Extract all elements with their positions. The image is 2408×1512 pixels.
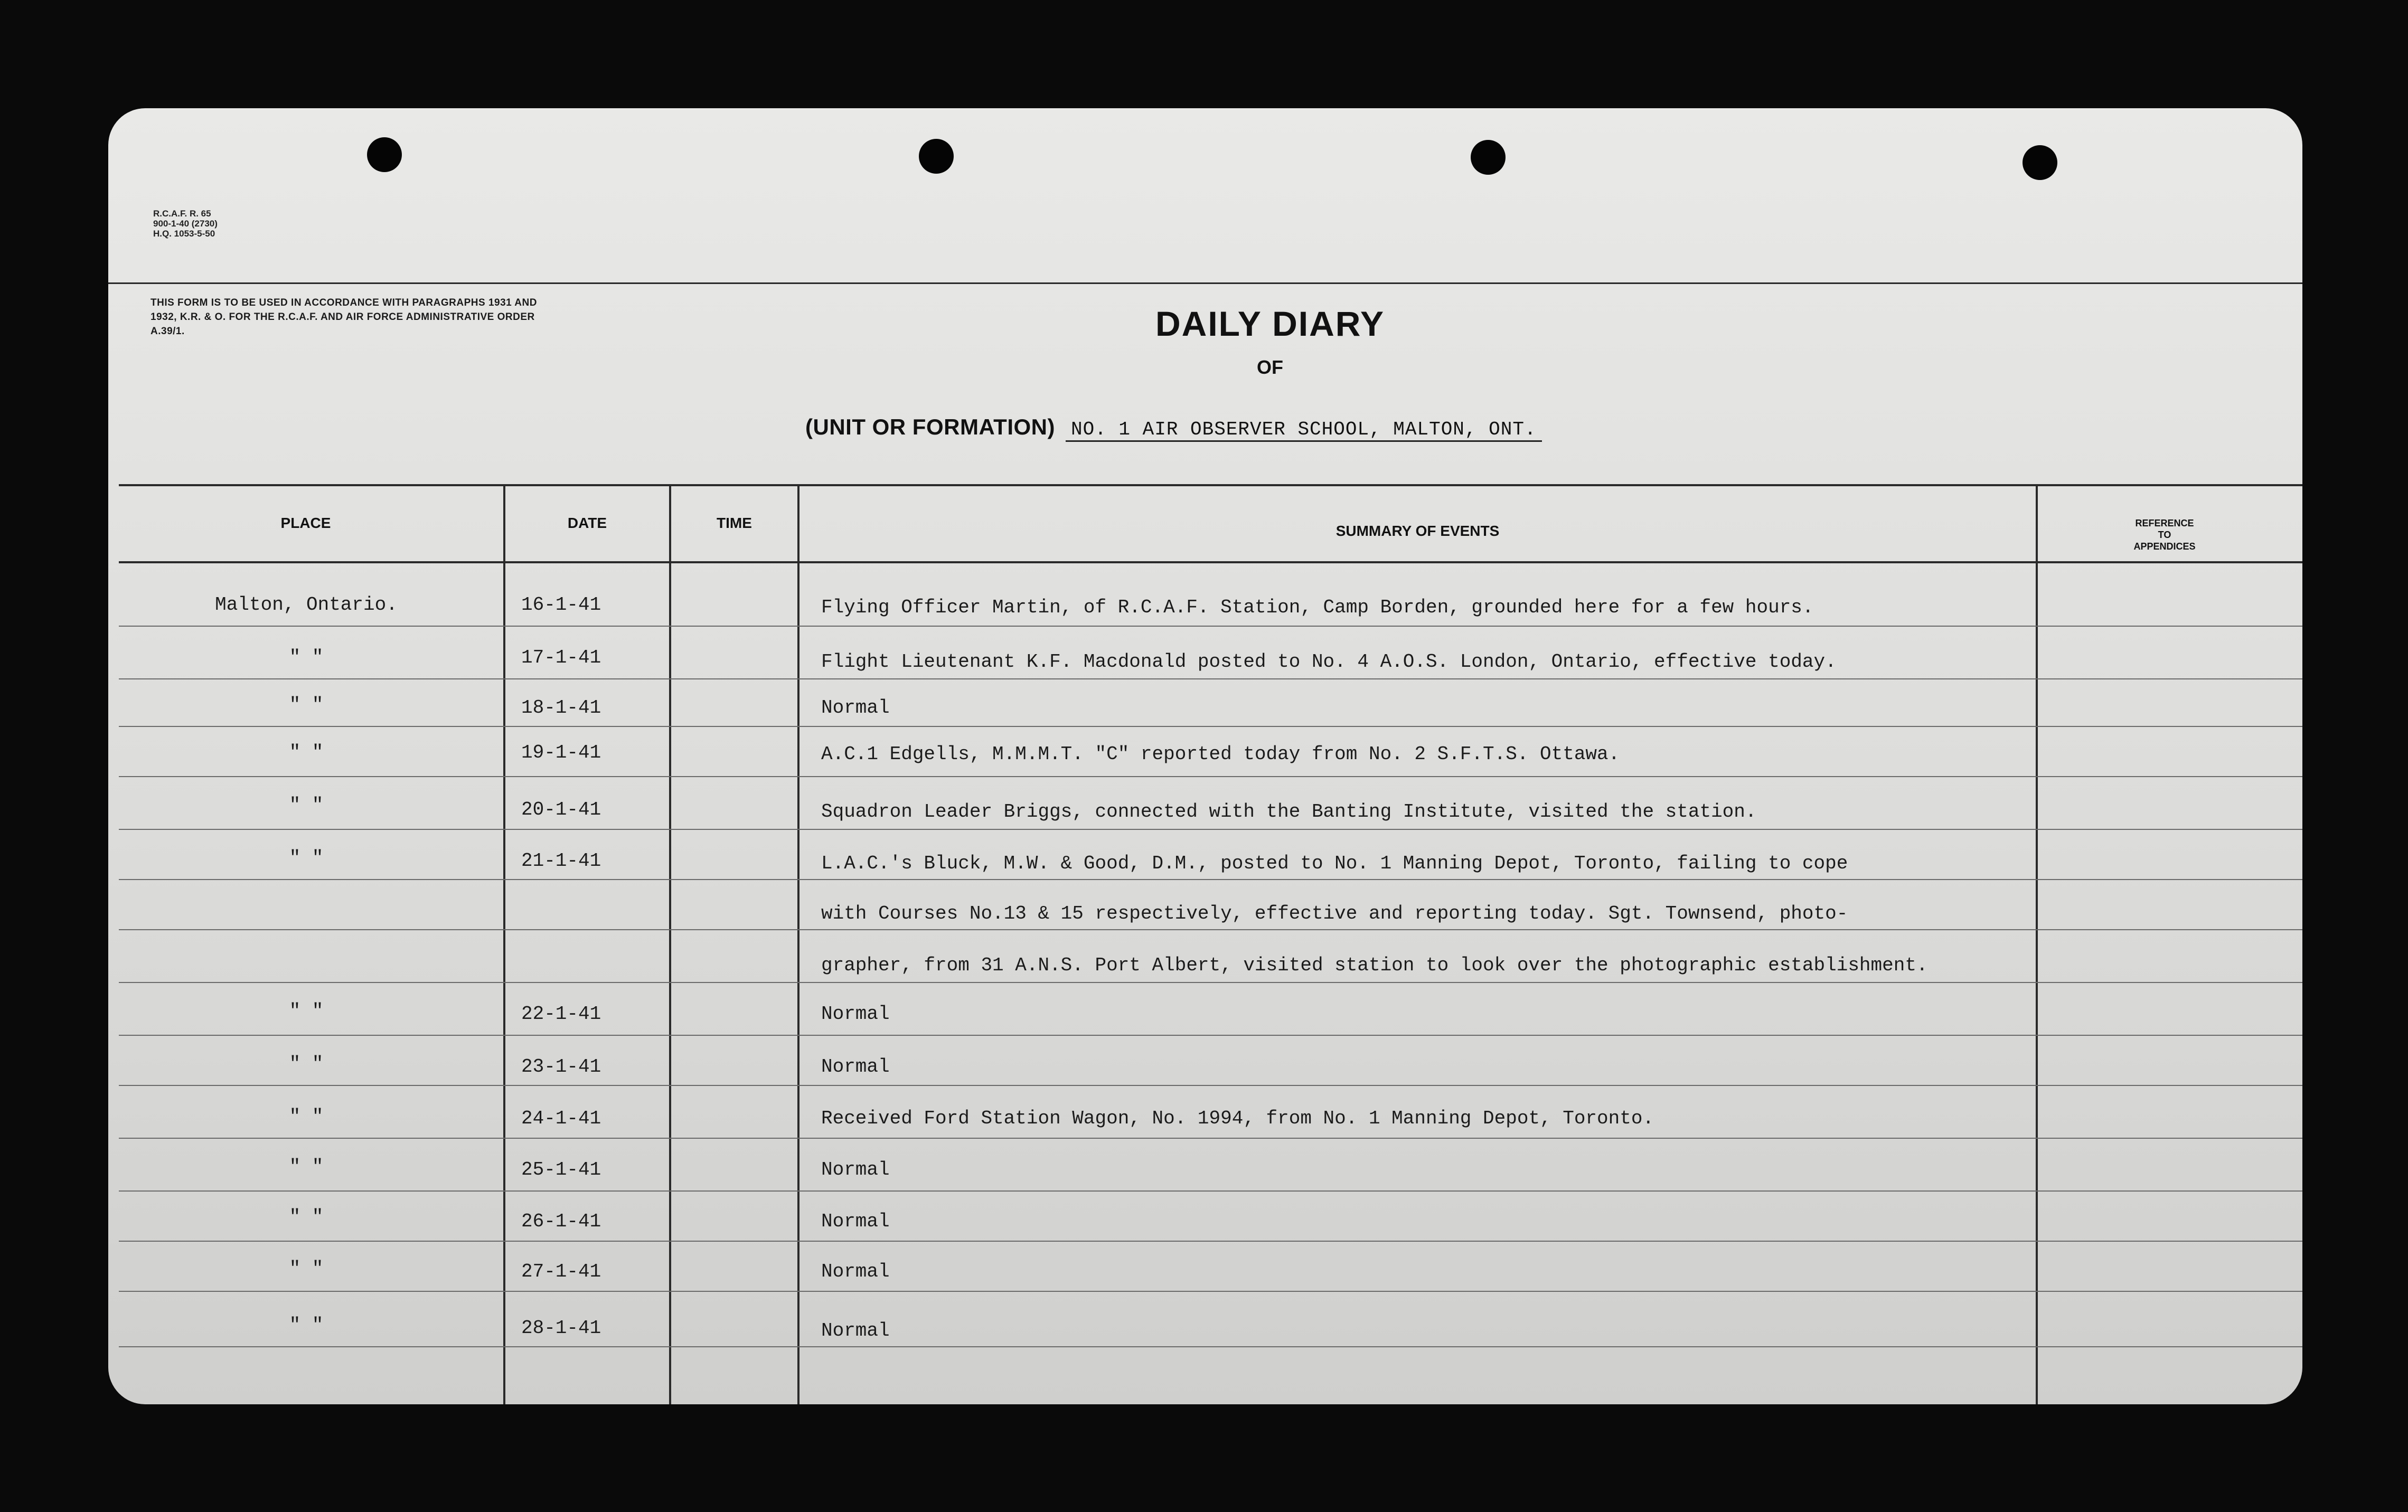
entry-date: 22-1-41 (521, 1003, 601, 1025)
column-header-place: PLACE (280, 515, 331, 531)
diary-card (108, 108, 2302, 1404)
column-divider (797, 484, 799, 1404)
entry-date: 24-1-41 (521, 1108, 601, 1129)
entry-summary: Normal (821, 1320, 890, 1341)
unit-line (805, 414, 1542, 440)
entry-date: 18-1-41 (521, 697, 601, 719)
unit-label: (UNIT OR FORMATION) (805, 414, 1055, 439)
row-rule (119, 678, 2302, 679)
row-rule (119, 879, 2302, 880)
row-rule (119, 726, 2302, 727)
column-header-reference: REFERENCE TO APPENDICES (2133, 518, 2196, 552)
row-rule (119, 1241, 2302, 1242)
entry-summary: Flight Lieutenant K.F. Macdonald posted to No. 4 A.O.S. London, Ontario, effective today. (821, 651, 1837, 673)
entry-date: 23-1-41 (521, 1056, 601, 1078)
entry-date: 16-1-41 (521, 594, 601, 616)
punch-hole (919, 139, 954, 174)
entry-place: Malton, Ontario. (215, 594, 398, 616)
row-rule (119, 1346, 2302, 1347)
entry-place: " " (289, 1106, 324, 1128)
entry-summary: Normal (821, 1003, 890, 1025)
punch-hole (2023, 145, 2057, 180)
entry-place: " " (289, 1258, 324, 1280)
form-instructions: THIS FORM IS TO BE USED IN ACCORDANCE WITH PARAGRAPHS 1931 AND 1932, K.R. & O. FOR THE R.C.A.F. AND AIR FORCE ADMINISTRATIVE ORDER A.39/1. (150, 297, 537, 337)
entry-place: " " (289, 1000, 324, 1022)
entry-place: " " (289, 1315, 324, 1336)
column-divider (669, 484, 671, 1404)
entry-date: 20-1-41 (521, 799, 601, 820)
row-rule (119, 1291, 2302, 1292)
punch-hole (1471, 140, 1506, 175)
column-header-date: DATE (567, 515, 607, 531)
entry-date: 27-1-41 (521, 1261, 601, 1282)
entry-date: 25-1-41 (521, 1159, 601, 1180)
entry-place: " " (289, 1053, 324, 1075)
entry-summary: Received Ford Station Wagon, No. 1994, from No. 1 Manning Depot, Toronto. (821, 1108, 1654, 1129)
row-rule (119, 1035, 2302, 1036)
entry-summary: Normal (821, 1261, 890, 1282)
form-code-line: R.C.A.F. R. 65 (153, 209, 211, 219)
row-rule (119, 776, 2302, 777)
row-rule (119, 626, 2302, 627)
entry-summary: Squadron Leader Briggs, connected with the Banting Institute, visited the station. (821, 801, 1757, 823)
entry-place: " " (289, 647, 324, 668)
unit-value: NO. 1 AIR OBSERVER SCHOOL, MALTON, ONT. (1066, 419, 1542, 442)
header-bottom-border (119, 561, 2302, 563)
entry-summary: Normal (821, 697, 890, 719)
entry-summary: grapher, from 31 A.N.S. Port Albert, visited station to look over the photographic establishment. (821, 955, 1928, 976)
row-rule (119, 1085, 2302, 1086)
column-header-summary: SUMMARY OF EVENTS (1335, 523, 1500, 539)
row-rule (119, 829, 2302, 830)
row-rule (119, 1190, 2302, 1192)
entry-date: 17-1-41 (521, 647, 601, 668)
entry-place: " " (289, 795, 324, 816)
entry-date: 28-1-41 (521, 1317, 601, 1339)
top-rule (108, 282, 2302, 284)
entry-date: 21-1-41 (521, 850, 601, 872)
table-top-border (119, 484, 2302, 486)
form-code-line: 900-1-40 (2730) (153, 219, 218, 229)
entry-date: 26-1-41 (521, 1211, 601, 1232)
entry-date: 19-1-41 (521, 742, 601, 763)
row-rule (119, 982, 2302, 983)
title-of: OF (1257, 356, 1283, 378)
row-rule (119, 929, 2302, 930)
entry-summary: A.C.1 Edgells, M.M.M.T. "C" reported today from No. 2 S.F.T.S. Ottawa. (821, 743, 1620, 765)
entry-summary: L.A.C.'s Bluck, M.W. & Good, D.M., posted to No. 1 Manning Depot, Toronto, failing to cope (821, 853, 1848, 874)
entry-summary: Normal (821, 1056, 890, 1078)
entry-summary: with Courses No.13 & 15 respectively, effective and reporting today. Sgt. Townsend, photo- (821, 903, 1848, 924)
entry-summary: Flying Officer Martin, of R.C.A.F. Station, Camp Borden, grounded here for a few hours. (821, 597, 1814, 618)
form-code (153, 209, 312, 239)
page-title: DAILY DIARY (1155, 304, 1385, 343)
entry-place: " " (289, 1156, 324, 1178)
entry-place: " " (289, 694, 324, 716)
entry-summary: Normal (821, 1211, 890, 1232)
form-code-line: H.Q. 1053-5-50 (153, 229, 215, 239)
entry-place: " " (289, 847, 324, 869)
entry-summary: Normal (821, 1159, 890, 1180)
column-header-time: TIME (717, 515, 752, 531)
row-rule (119, 1138, 2302, 1139)
column-divider (2036, 484, 2038, 1404)
entry-place: " " (289, 742, 324, 763)
entry-place: " " (289, 1206, 324, 1228)
punch-hole (367, 137, 402, 172)
